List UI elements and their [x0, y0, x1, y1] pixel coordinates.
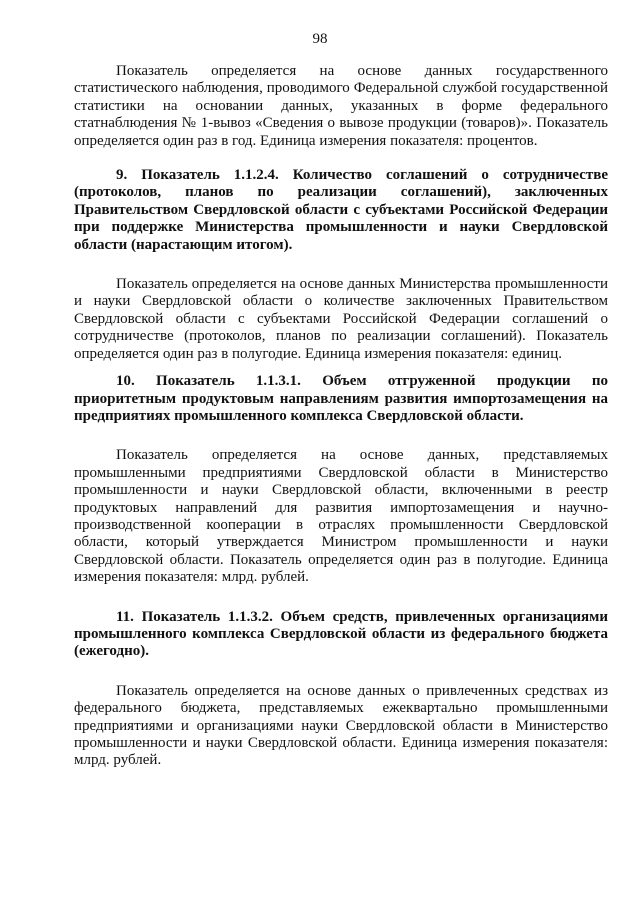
paragraph-indicator-10: Показатель определяется на основе данных, представляемых промышленными предприятиями Свердловской области в Министерство промышленности и науки Свердловской области, включенными в реестр продуктовых направлений для развития импортозамещения и научно-производственной кооперации в отраслях промышленности Свердловской области, который утверждается Министром промышленности и науки Свердловской области. Показатель определяется один раз в полугодие. Единица измерения показателя: млрд. рублей.	[74, 447, 608, 586]
paragraph-indicator-9: Показатель определяется на основе данных Министерства промышленности и науки Свердловской области о количестве заключенных Правительством Свердловской области с субъектами Российской Федерации соглашений о сотрудничестве (протоколов, планов по реализации соглашений). Показатель определяется один раз в полугодие. Единица измерения показателя: единиц.	[74, 276, 608, 362]
document-body	[74, 63, 608, 770]
heading-indicator-9: 9. Показатель 1.1.2.4. Количество соглашений о сотрудничестве (протоколов, планов по реализации соглашений), заключенных Правительством Свердловской области с субъектами Российской Федерации при поддержке Министерства промышленности и науки Свердловской области (нарастающим итогом).	[74, 167, 608, 253]
heading-indicator-10: 10. Показатель 1.1.3.1. Объем отгруженной продукции по приоритетным продуктовым направлениям развития импортозамещения на предприятиях промышленного комплекса Свердловской области.	[74, 373, 608, 424]
paragraph-indicator-11: Показатель определяется на основе данных о привлеченных средствах из федерального бюджета, представляемых ежеквартально промышленными предприятиями и организациями науки Свердловской области в Министерство промышленности и науки Свердловской области. Единица измерения показателя: млрд. рублей.	[74, 682, 608, 769]
page-number: 98	[312, 31, 328, 47]
paragraph-statistics-source: Показатель определяется на основе данных государственного статистического наблюдения, проводимого Федеральной службой государственной статистики на основании данных, указанных в форме федерального статнаблюдения № 1-вывоз «Сведения о вывозе продукции (товаров)». Показатель определяется один раз в год. Единица измерения показателя: процентов.	[74, 63, 608, 149]
heading-indicator-11: 11. Показатель 1.1.3.2. Объем средств, привлеченных организациями промышленного комплекса Свердловской области из федерального бюджета (ежегодно).	[74, 608, 608, 660]
